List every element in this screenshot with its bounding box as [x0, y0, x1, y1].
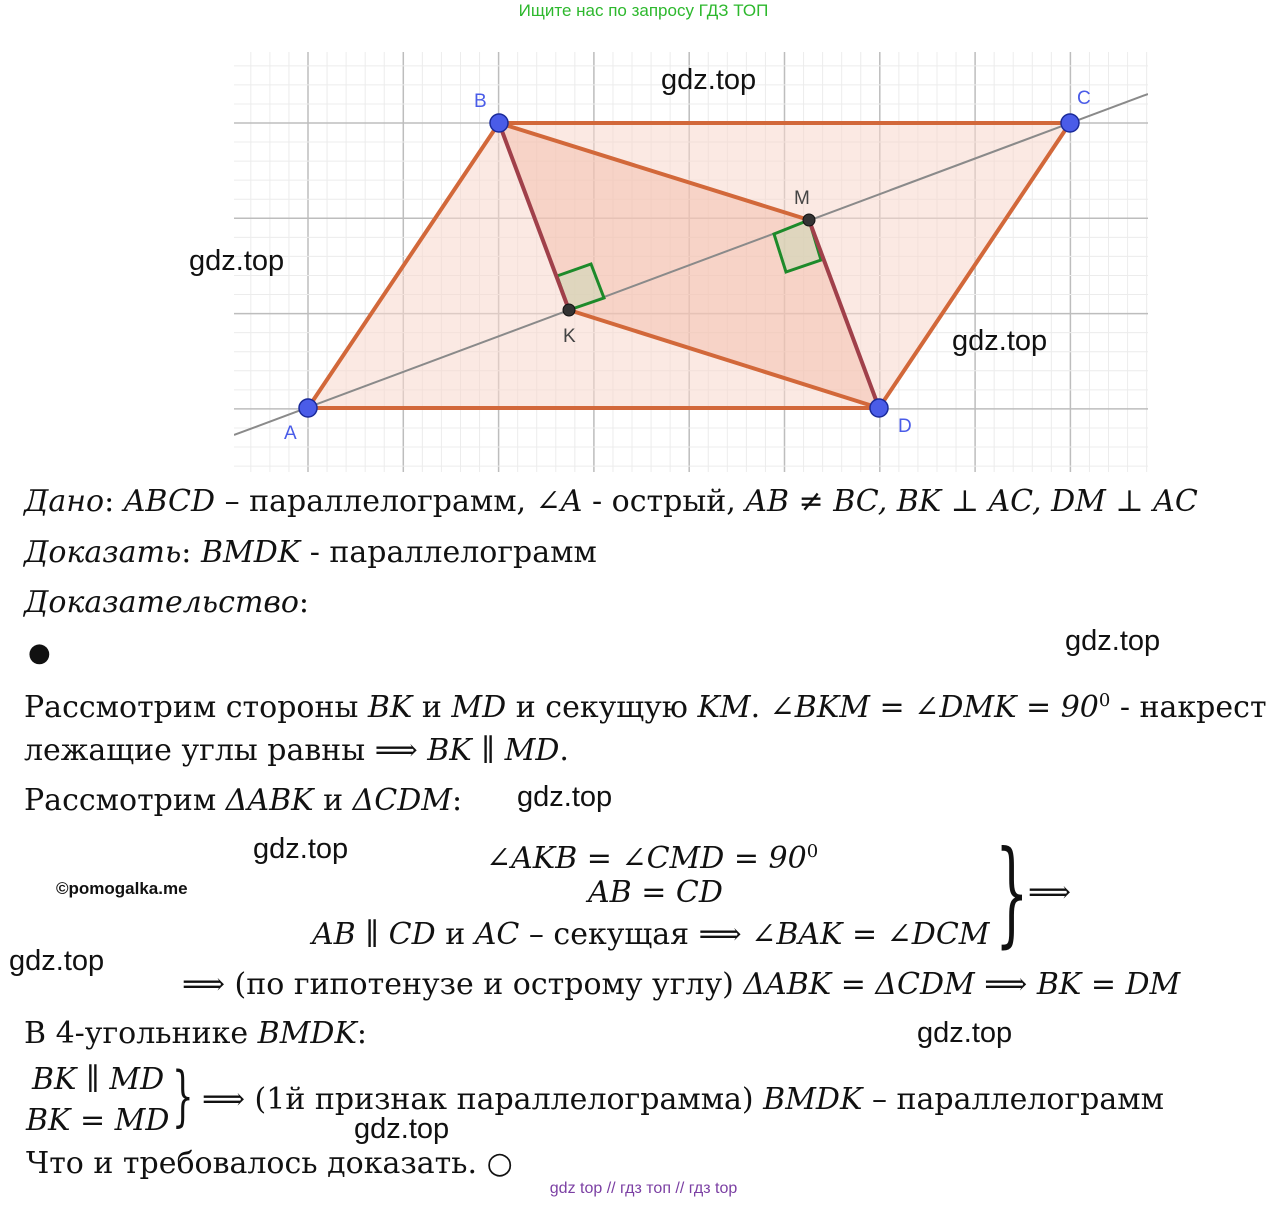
prove-label: Доказать — [24, 535, 182, 570]
watermark: gdz.top — [253, 833, 349, 865]
watermark: gdz.top — [661, 64, 757, 96]
watermark: gdz.top — [189, 245, 285, 277]
system1-arrow: ⟹ — [1028, 875, 1072, 910]
point-a — [299, 399, 317, 417]
system2-row2: BK = MD — [26, 1103, 170, 1138]
point-d — [870, 399, 888, 417]
top-banner: Ищите нас по запросу ГДЗ ТОП — [518, 1, 769, 20]
label-k: K — [563, 326, 576, 347]
prove-line: Доказать: BMDK - параллелограмм — [24, 535, 597, 570]
step1b-line: лежащие углы равны ⟹ BK ∥ MD. — [24, 733, 569, 768]
qed-line: Что и требовалось доказать. ○ — [26, 1146, 513, 1181]
point-b — [490, 114, 508, 132]
label-b: B — [474, 91, 487, 112]
geometry-figure — [234, 52, 1148, 472]
bullet: ● — [28, 638, 51, 668]
conclusion1-line: ⟹ (по гипотенузе и острому углу) ΔABK = ΔCDM ⟹ BK = DM — [182, 967, 1181, 1002]
label-a: A — [284, 423, 297, 444]
system1-row2: AB = CD — [588, 875, 723, 910]
proof-label-line: Доказательство: — [24, 585, 310, 620]
watermark: gdz.top — [917, 1017, 1013, 1049]
footer-links[interactable]: gdz top // гдз топ // гдз top — [549, 1180, 738, 1197]
proof-label: Доказательство — [24, 585, 299, 620]
watermark: gdz.top — [354, 1113, 450, 1145]
watermark: gdz.top — [952, 325, 1048, 357]
given-line: Дано: ABCD – параллелограмм, ∠A - острый, AB ≠ BC, BK ⊥ AC, DM ⊥ AC — [24, 484, 1198, 519]
watermark: gdz.top — [1065, 625, 1161, 657]
math-abcd: ABCD — [123, 484, 216, 519]
system2-brace: } — [172, 1057, 194, 1135]
step2-line: Рассмотрим ΔABK и ΔCDM: — [24, 783, 463, 818]
step3-line: В 4-угольнике BMDK: — [24, 1016, 368, 1051]
given-label: Дано — [24, 484, 105, 519]
copyright: ©pomogalka.me — [56, 879, 188, 898]
watermark: gdz.top — [517, 781, 613, 813]
system1-row3: AB ∥ CD и AC – секущая ⟹ ∠BAK = ∠DCM — [312, 917, 990, 952]
system1-row1: ∠AKB = ∠CMD = $90^0$ — [486, 841, 819, 876]
system1-brace: } — [995, 825, 1029, 960]
label-d: D — [898, 416, 912, 437]
label-m: M — [794, 188, 810, 209]
system2-conclusion: ⟹ (1й признак параллелограмма) BMDK – параллелограмм — [202, 1082, 1164, 1117]
label-c: C — [1077, 88, 1091, 109]
point-m — [803, 214, 815, 226]
watermark: gdz.top — [9, 945, 105, 977]
point-c — [1061, 114, 1079, 132]
system2-row1: BK ∥ MD — [32, 1062, 165, 1097]
point-k — [563, 304, 575, 316]
step1-line: Рассмотрим стороны BK и MD и секущую KM. ∠BKM = ∠DMK = $90^0$ - накрест — [24, 690, 1267, 725]
